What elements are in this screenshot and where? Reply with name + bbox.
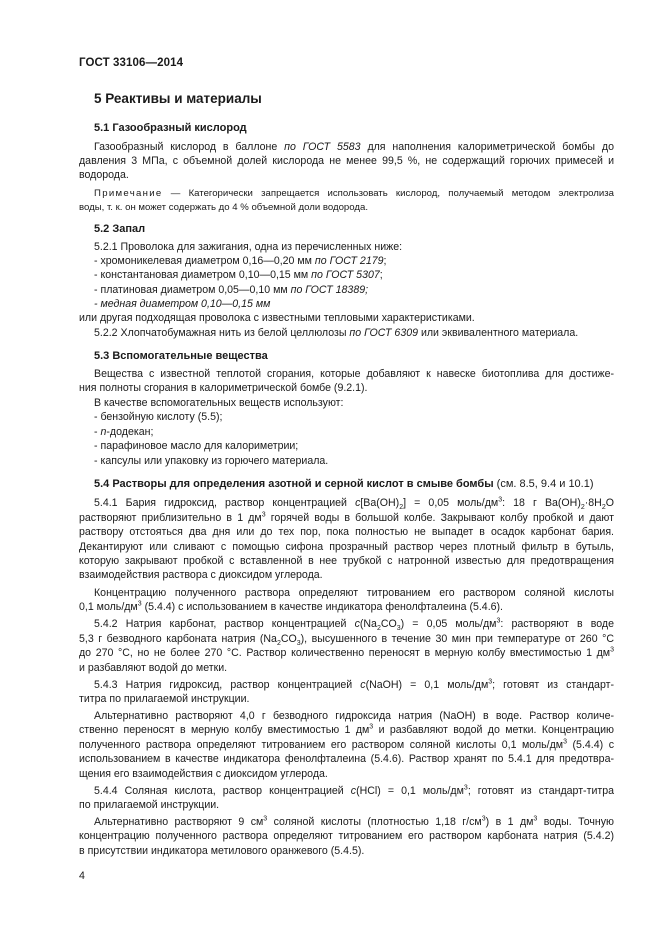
list-item: - платиновая диаметром 0,05—0,10 мм по ГОСТ 18389; bbox=[94, 284, 369, 296]
paragraph-line: растворяют приблизительно в 1 $дм^3$ горячей воды в большой колбе. Закрывают колбу пробкой и дают bbox=[79, 511, 614, 524]
paragraph-line: титра по прилагаемой инструкции. bbox=[79, 693, 250, 705]
list-item: - капсулы или упаковку из горючего материала. bbox=[94, 455, 329, 467]
paragraph-line: использованием в качестве индикатора фенолфталеина (5.4.6). Раствор хранят по 5.4.1 для предотвра- bbox=[79, 753, 614, 765]
paragraph-line: давления 3 МПа, с объемной долей кислорода не менее 99,5 %, не содержащий горючих примесей и bbox=[79, 155, 614, 167]
subsection-title-5-3: 5.3 Вспомогательные вещества bbox=[94, 350, 268, 362]
paragraph-line: полученного раствора определяют титрованием его раствором соляной кислоты 0,1 моль/$дм^3$ (5.4.4) с bbox=[79, 738, 614, 751]
paragraph-line: Вещества с известной теплотой сгорания, которые добавляют к навеске биотоплива для достиже- bbox=[94, 368, 614, 380]
note-line: Примечание — Категорически запрещается использовать кислород, получаемый методом электролиза bbox=[94, 188, 614, 199]
list-item: - хромоникелевая диаметром 0,16—0,20 мм по ГОСТ 2179; bbox=[94, 255, 387, 267]
paragraph-line: щения его взаимодействия с диоксидом углерода. bbox=[79, 768, 328, 780]
paragraph-line: Концентрацию полученного раствора определяют титрованием его раствором соляной кислоты bbox=[94, 587, 614, 599]
paragraph-line: Декантируют или сливают с помощью сифона прозрачный раствор через плотный фильтр в бутыль, bbox=[79, 541, 614, 553]
paragraph-line: и разбавляют водой до метки. bbox=[79, 662, 228, 674]
paragraph-line: Альтернативно растворяют 9 $см^3$ соляной кислоты (плотностью 1,18 $г/см^3$) в 1 $дм^3$ воды. Точную bbox=[94, 815, 615, 828]
paragraph-line: раствору отстояться два дня или до тех пор, пока полностью не выпадет в осадок карбонат бария. bbox=[79, 526, 614, 538]
list-item: - парафиновое масло для калориметрии; bbox=[94, 440, 299, 452]
list-item: - n-додекан; bbox=[94, 426, 154, 438]
list-item: - константановая диаметром 0,10—0,15 мм по ГОСТ 5307; bbox=[94, 269, 383, 281]
paragraph-line: 5.4.1 Бария гидроксид, раствор концентрацией $c[Ba(OH)_2] = 0,05$ моль/$дм^3$: 18 г $Ba(OH)_2\cdot 8H_2O$ bbox=[94, 496, 614, 512]
paragraph-line: по прилагаемой инструкции. bbox=[79, 799, 220, 811]
paragraph-line: 5.4.2 Натрия карбонат, раствор концентрацией $c(Na_2CO_3) = 0,05$ моль/$дм^3$: растворяют в воде bbox=[94, 617, 614, 633]
paragraph-line: 5.4.3 Натрия гидроксид, раствор концентрацией c(NaOH) = 0,1 моль/$дм^3$; готовят из стандарт- bbox=[94, 678, 614, 691]
paragraph-line: Газообразный кислород в баллоне по ГОСТ 5583 для наполнения калориметрической бомбы до bbox=[94, 141, 614, 153]
paragraph-line: 0,1 моль/$дм^3$ (5.4.4) с использованием в качестве индикатора фенолфталеина (5.4.6). bbox=[79, 600, 504, 613]
paragraph-line: 5.4.4 Соляная кислота, раствор концентрацией c(HCl) = 0,1 моль/$дм^3$; готовят из стандарт-титра bbox=[94, 784, 614, 797]
paragraph-line: которую закрывают пробкой с вставленной в нее трубкой с натронной известью для предотвращения bbox=[79, 555, 614, 567]
paragraph-line: 5.2.1 Проволока для зажигания, одна из перечисленных ниже: bbox=[94, 241, 403, 253]
paragraph-line: в присутствии индикатора метилового оранжевого (5.4.5). bbox=[79, 845, 365, 857]
page-number: 4 bbox=[79, 870, 85, 882]
subsection-title-5-1: 5.1 Газообразный кислород bbox=[94, 122, 247, 134]
document-header: ГОСТ 33106—2014 bbox=[79, 57, 184, 69]
paragraph-line: Альтернативно растворяют 4,0 г безводного гидроксида натрия (NaOH) в воде. Раствор количе- bbox=[94, 710, 614, 722]
paragraph-line: ственно переносят в мерную колбу вместимостью 1 $дм^3$ и разбавляют водой до метки. Концентрацию bbox=[79, 723, 614, 736]
subsection-title-5-4: 5.4 Растворы для определения азотной и серной кислот в смыве бомбы (см. 8.5, 9.4 и 10.1) bbox=[94, 478, 594, 490]
paragraph-line: ния полноты сгорания в калориметрической бомбе (9.2.1). bbox=[79, 382, 368, 394]
paragraph-line: концентрацию полученного раствора определяют титрованием его раствором карбоната натрия (5.4.2) bbox=[79, 830, 614, 842]
note-line: воды, т. к. он может содержать до 4 % объемной доли водорода. bbox=[79, 202, 368, 213]
paragraph-line: взаимодействия раствора с диоксидом углерода. bbox=[79, 569, 323, 581]
paragraph-line: 5,3 г безводного карбоната натрия $(Na_2CO_3)$, высушенного в течение 30 мин при температуре от 260 °С bbox=[79, 633, 614, 648]
paragraph-line: 5.2.2 Хлопчатобумажная нить из белой целлюлозы по ГОСТ 6309 или эквивалентного материала. bbox=[94, 327, 579, 339]
list-item: - медная диаметром 0,10—0,15 мм bbox=[94, 298, 271, 310]
paragraph-line: В качестве вспомогательных веществ используют: bbox=[94, 397, 344, 409]
subsection-title-5-2: 5.2 Запал bbox=[94, 223, 146, 235]
section-title: 5 Реактивы и материалы bbox=[94, 91, 262, 106]
paragraph-line: или другая подходящая проволока с известными тепловыми характеристиками. bbox=[79, 312, 475, 324]
list-item: - бензойную кислоту (5.5); bbox=[94, 411, 223, 423]
paragraph-line: до 270 °С, но не более 270 °С. Раствор количественно переносят в мерную колбу вместимостью 1 $дм^3$ bbox=[79, 646, 614, 659]
paragraph-line: водорода. bbox=[79, 169, 129, 181]
